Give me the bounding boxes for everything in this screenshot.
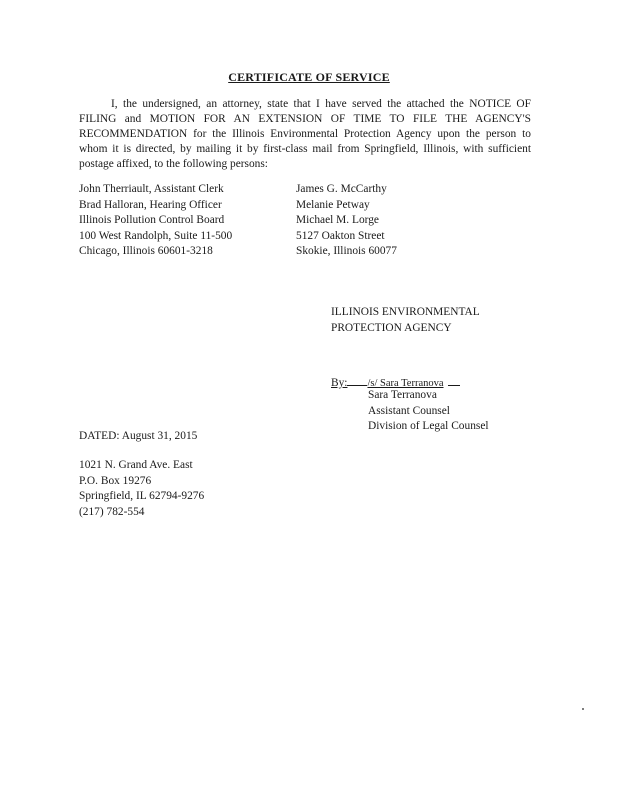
address-line: Springfield, IL 62794-9276	[79, 490, 205, 502]
signatory-line: Division of Legal Counsel	[368, 420, 489, 432]
recipient-line: 5127 Oakton Street	[296, 229, 385, 242]
recipient-line: Michael M. Lorge	[296, 214, 379, 226]
document-title: CERTIFICATE OF SERVICE	[228, 70, 390, 84]
recipient-line: John Therriault, Assistant Clerk	[79, 183, 224, 195]
agency-line: PROTECTION AGENCY	[331, 321, 452, 334]
recipient-line: 100 West Randolph, Suite 11-500	[79, 229, 233, 242]
recipient-line: Melanie Petway	[296, 198, 370, 211]
scan-speck	[582, 708, 584, 710]
agency-name	[331, 305, 480, 336]
agency-line: ILLINOIS ENVIRONMENTAL	[331, 306, 480, 318]
recipient-line: Illinois Pollution Control Board	[79, 214, 225, 226]
recipient-line: James G. McCarthy	[296, 183, 387, 195]
address-line: P.O. Box 19276	[79, 474, 152, 487]
signatory-details	[368, 388, 489, 435]
recipient-line: Skokie, Illinois 60077	[296, 245, 397, 257]
recipient-line: Chicago, Illinois 60601-3218	[79, 245, 213, 257]
recipient-line: Brad Halloran, Hearing Officer	[79, 198, 222, 211]
recipient-block-right	[296, 182, 397, 260]
signatory-line: Assistant Counsel	[368, 404, 450, 417]
signatory-line: Sara Terranova	[368, 389, 437, 401]
signature-name: /s/ Sara Terranova	[367, 378, 444, 389]
signature-underline	[347, 375, 367, 386]
service-statement: I, the undersigned, an attorney, state that I have served the attached the NOTICE OF FILING and MOTION FOR AN EXTENSION OF TIME TO FILE THE AGENCY'S RECOMMENDATION for the Illinois Environmental Protection Agency upon the person to whom it is directed, by mailing it by first-class mail from Springfield, Illinois, with sufficient postage affixed, to the following persons:	[79, 98, 531, 170]
recipient-block-left	[79, 182, 232, 260]
return-address	[79, 458, 204, 520]
date-line: DATED: August 31, 2015	[79, 430, 198, 442]
address-line: (217) 782-554	[79, 505, 145, 518]
signature-by-label: By:	[331, 377, 348, 389]
signature-underline	[448, 375, 460, 386]
address-line: 1021 N. Grand Ave. East	[79, 459, 193, 471]
